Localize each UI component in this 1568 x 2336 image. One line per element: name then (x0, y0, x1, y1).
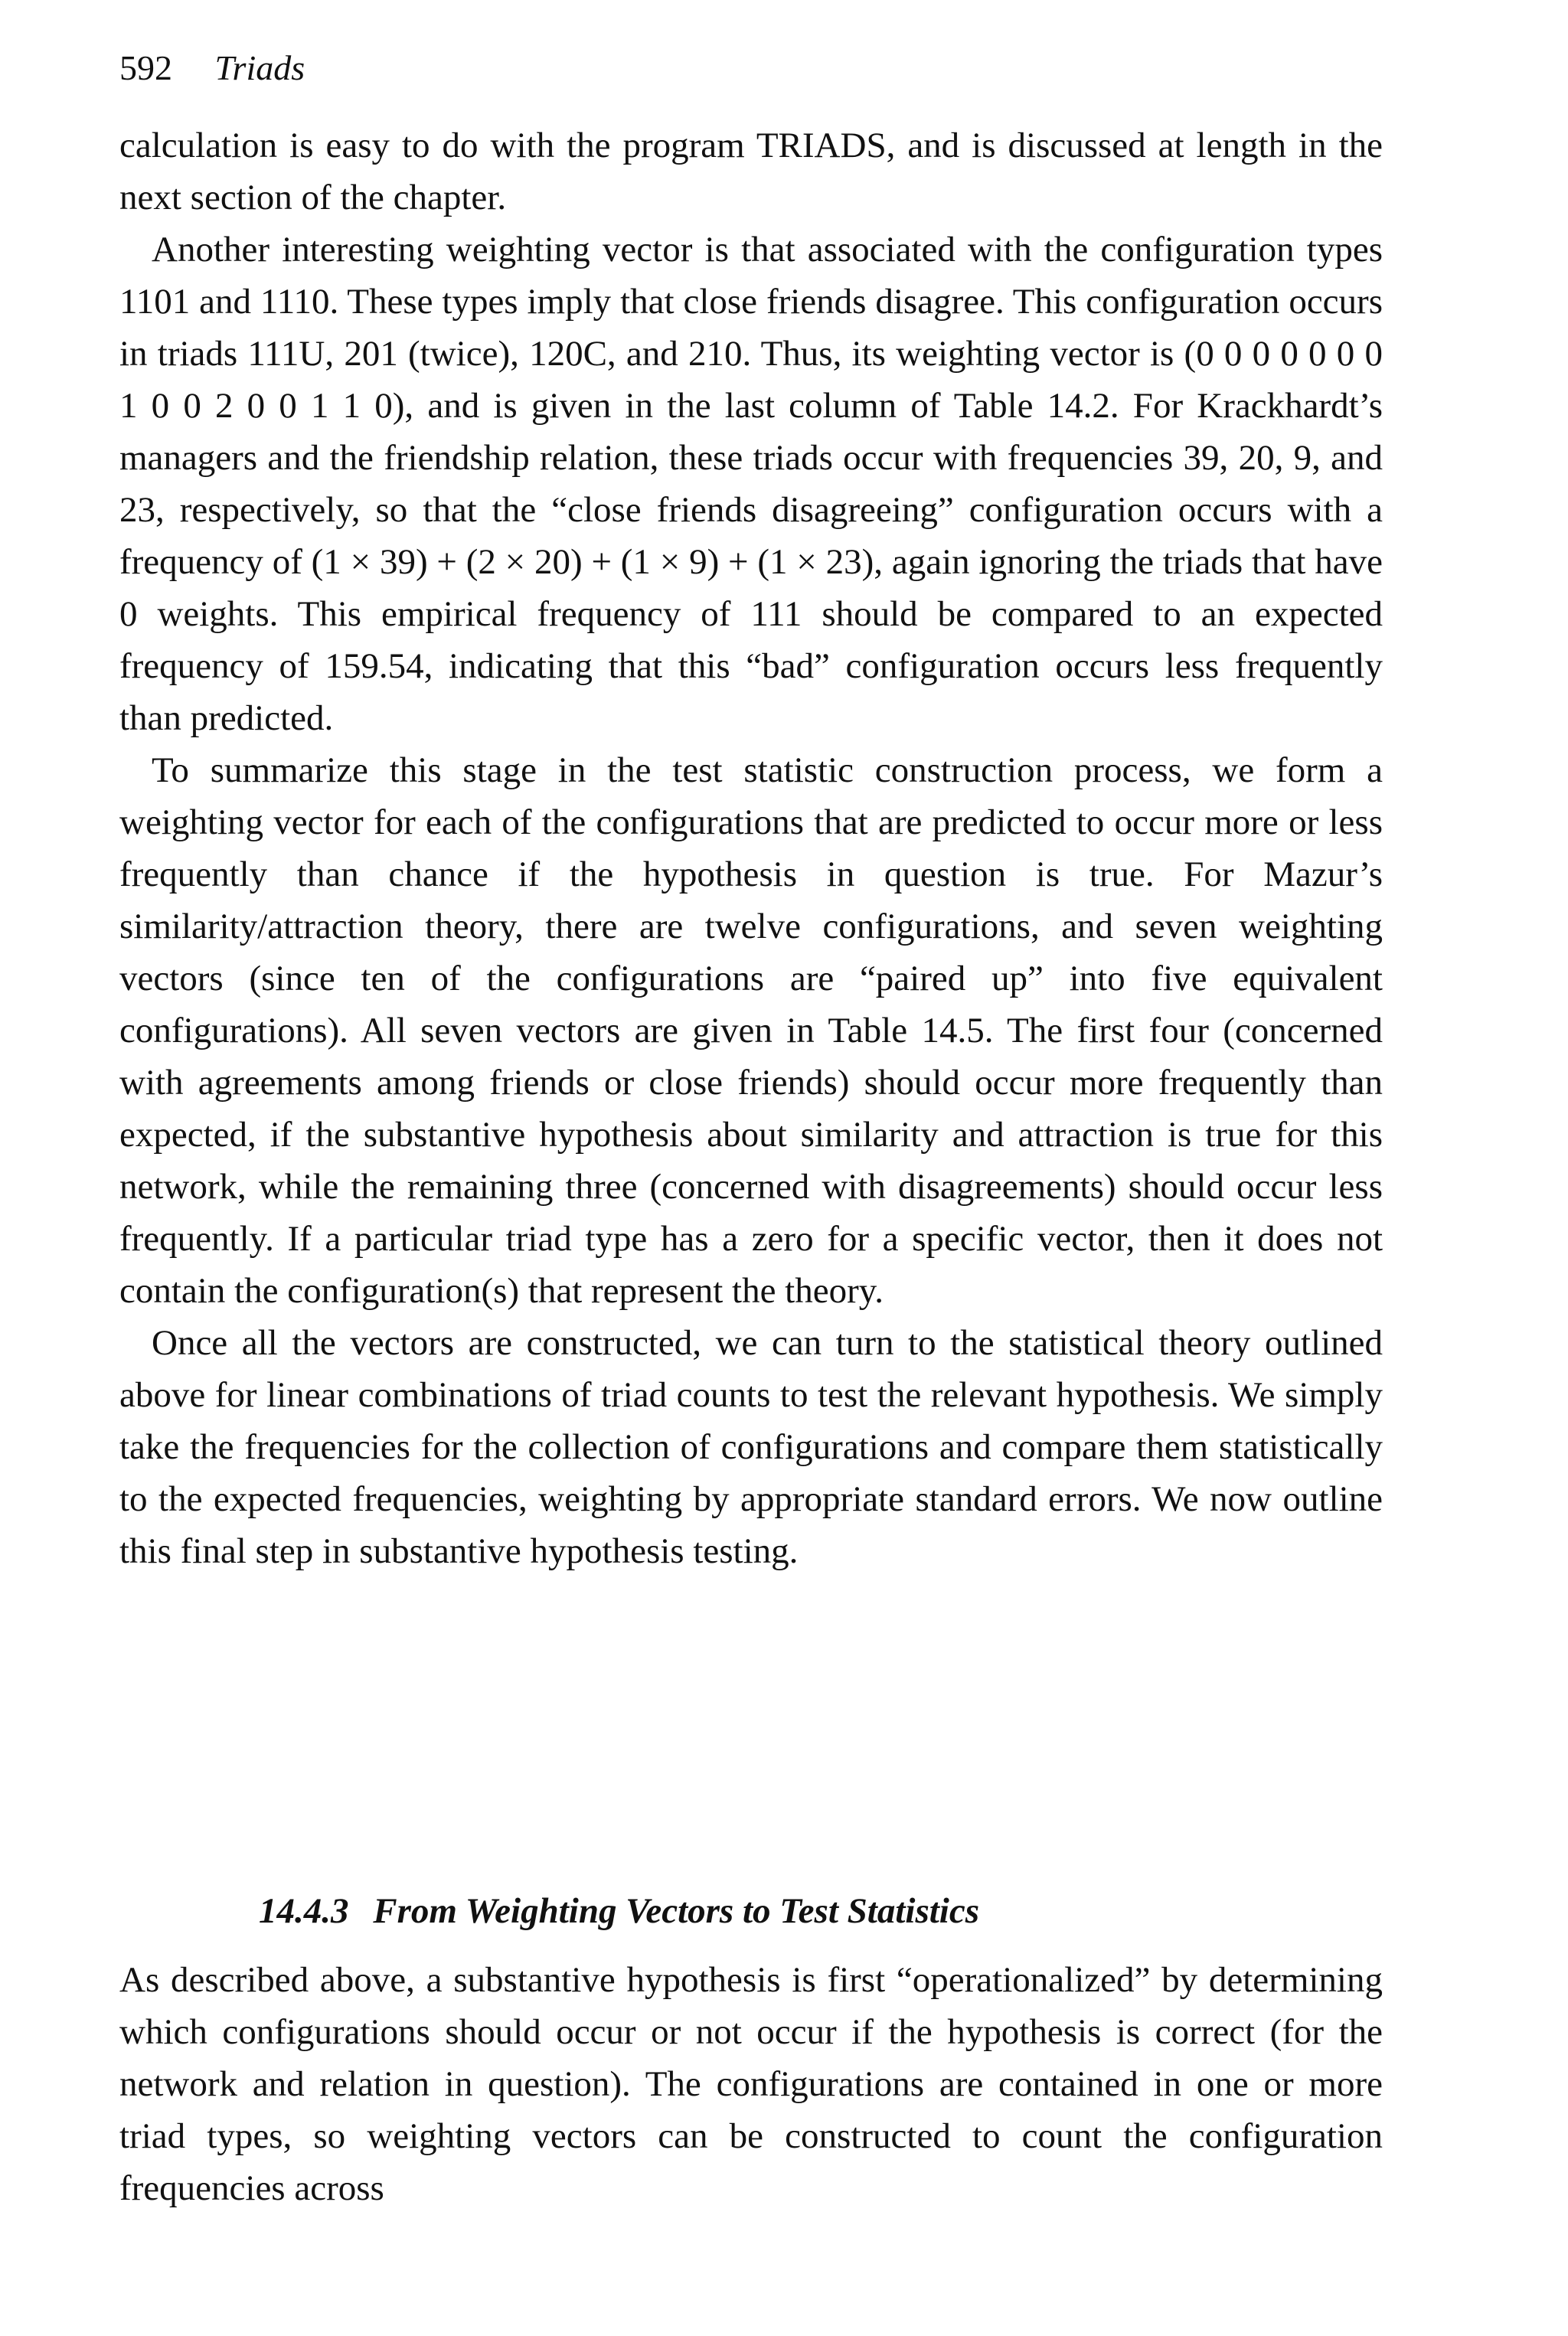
running-head (119, 44, 305, 92)
paragraph-close-friends-disagree: Another interesting weighting vector is that associated with the configuration types 1101 and 1110. These types imply that close friends disagree. This configuration occurs in triads 111U, 201 (twice), 120C, and 210. Thus, its weighting vector is (0 0 0 0 0 0 0 1 0 0 2 0 0 1 1 0), and is given in the last column of Table 14.2. For Krackhardt’s managers and the friendship relation, these triads occur with frequencies 39, 20, 9, and 23, respectively, so that the “close friends disagreeing” configuration occurs with a frequency of (1 × 39) + (2 × 20) + (1 × 9) + (1 × 23), again ignoring the triads that have 0 weights. This empirical frequency of 111 should be compared to an expected frequency of 159.54, indicating that this “bad” configuration occurs less frequently than predicted. (119, 230, 1383, 738)
page-number: 592 (119, 48, 172, 87)
section-number: 14.4.3 (259, 1891, 349, 1931)
paragraph-summary: To summarize this stage in the test statistic construction process, we form a weighting vector for each of the configurations that are predicted to occur more or less frequently than chance if the hypothesis in question is true. For Mazur’s similarity/attraction theory, there are twelve configurations, and seven weighting vectors (since ten of the configurations are “paired up” into five equivalent configurations). All seven vectors are given in Table 14.5. The first four (concerned with agreements among friends or close friends) should occur more frequently than expected, if the substantive hypothesis about similarity and attraction is true for this network, while the remaining three (concerned with disagreements) should occur less frequently. If a particular triad type has a zero for a specific vector, then it does not contain the configuration(s) that represent the theory. (119, 750, 1383, 1311)
section-body-text (119, 1954, 1383, 2214)
paragraph-continuation: calculation is easy to do with the program TRIADS, and is discussed at length in the next section of the chapter. (119, 126, 1383, 217)
running-title: Triads (214, 48, 305, 87)
body-text (119, 119, 1383, 1577)
paragraph-operationalized: As described above, a substantive hypothesis is first “operationalized” by determining which configurations should occur or not occur if the hypothesis is correct (for the network and relation in question). The configurations are contained in one or more triad types, so weighting vectors can be constructed to count the configuration frequencies across (119, 1960, 1383, 2208)
section-heading (259, 1885, 1346, 1937)
paragraph-statistical-theory: Once all the vectors are constructed, we can turn to the statistical theory outlined above for linear combinations of triad counts to test the relevant hypothesis. We simply take the frequencies for the collection of configurations and compare them statistically to the expected frequencies, weighting by appropriate standard errors. We now outline this final step in substantive hypothesis testing. (119, 1323, 1383, 1571)
section-title: From Weighting Vectors to Test Statistics (373, 1891, 979, 1931)
